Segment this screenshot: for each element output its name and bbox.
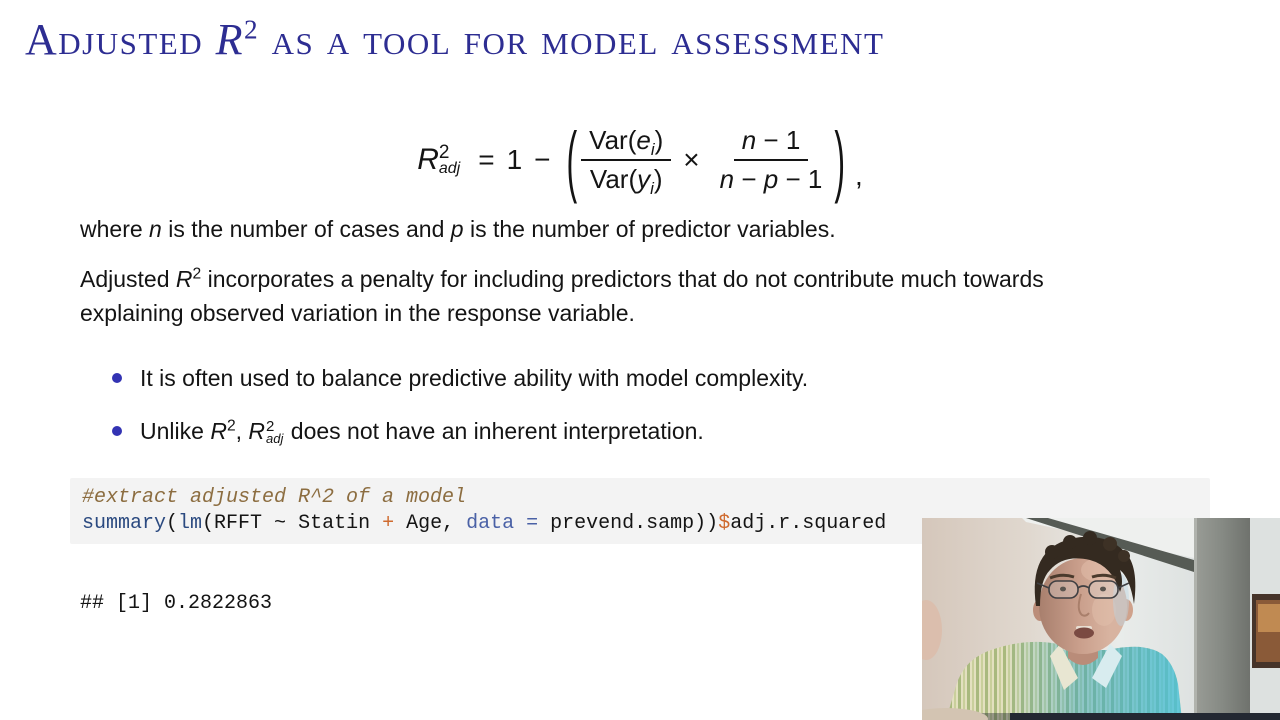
bullet-item-interpretation bbox=[112, 417, 808, 445]
picture-frame bbox=[1252, 594, 1280, 668]
adjusted-r-squared-formula bbox=[0, 112, 1280, 208]
code-token: + bbox=[382, 512, 395, 535]
code-token: (RFFT ~ Statin bbox=[202, 512, 383, 535]
title-r-exponent: 2 bbox=[244, 14, 260, 45]
formula-R-supsub: 2 adj bbox=[438, 142, 461, 177]
bullet2-text: Unlike $R^2$, R 2 adj does not have an inherent interpretation. bbox=[140, 417, 704, 447]
code-comment: #extract adjusted R^2 of a model bbox=[82, 486, 467, 509]
title-r-symbol: R bbox=[215, 15, 245, 64]
code-token: ( bbox=[166, 512, 179, 535]
code-token: prevend.samp)) bbox=[538, 512, 719, 535]
formula-R: R bbox=[417, 143, 439, 176]
formula-times: × bbox=[683, 144, 700, 175]
bullet-marker bbox=[112, 426, 122, 436]
code-token: summary bbox=[82, 512, 167, 535]
concrete-pillar bbox=[1194, 518, 1250, 720]
code-token: = bbox=[526, 512, 539, 535]
presenter-video bbox=[922, 518, 1280, 720]
webcam-overlay bbox=[922, 518, 1280, 720]
paragraph-where-n-p: where n is the number of cases and p is the number of predictor variables. bbox=[80, 216, 836, 242]
formula-df-fraction: $\frac{n - 1}{n - p - 1}$ bbox=[719, 125, 823, 194]
formula-open-paren: ( bbox=[566, 115, 578, 205]
formula-comma: , bbox=[855, 160, 863, 191]
code-token: data bbox=[466, 512, 515, 535]
code-output: ## [1] 0.2822863 bbox=[80, 592, 273, 615]
code-token: $ bbox=[718, 512, 731, 535]
mouth bbox=[1074, 628, 1094, 639]
title-text-a: Adjusted bbox=[25, 15, 216, 64]
bullet-list bbox=[112, 364, 808, 470]
slide-title bbox=[25, 14, 884, 65]
formula-close-paren: ) bbox=[834, 115, 846, 205]
paragraph-penalty: Adjusted $R^2$ incorporates a penalty for including predictors that do not contribute much towards explaining observed variation in the response variable. bbox=[80, 265, 1044, 326]
title-text-b: as a tool for model assessment bbox=[259, 15, 885, 64]
formula-variance-fraction: $\frac{Var(e_i)}{Var(y_i)}$ bbox=[581, 125, 671, 195]
code-token bbox=[514, 512, 526, 535]
bullet-marker bbox=[112, 373, 122, 383]
code-token: adj.r.squared bbox=[730, 512, 887, 535]
formula-one: 1 bbox=[506, 144, 523, 175]
code-token: Age, bbox=[394, 512, 467, 535]
bullet-item-balance: It is often used to balance predictive ability with model complexity. bbox=[112, 364, 808, 392]
formula-equals: = bbox=[478, 144, 495, 175]
code-token: lm bbox=[178, 512, 203, 535]
formula-minus: − bbox=[534, 144, 551, 175]
